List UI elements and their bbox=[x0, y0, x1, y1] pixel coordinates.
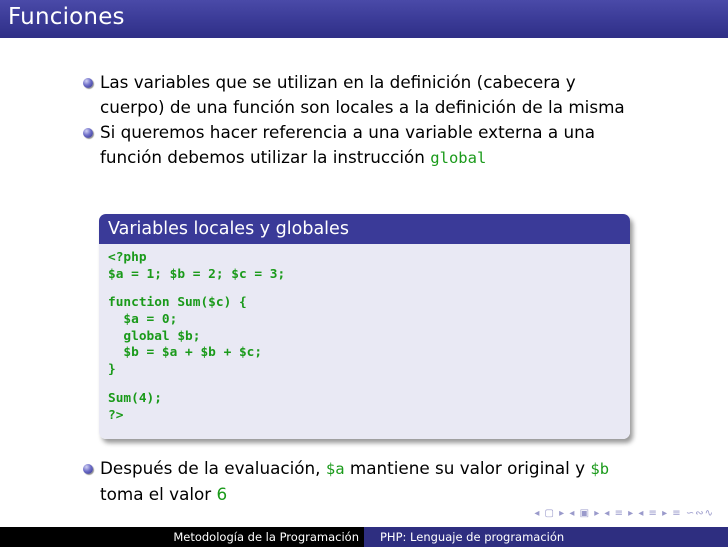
bullet-line: Si queremos hacer referencia a una variable externa a una bbox=[100, 122, 596, 142]
code-line: } bbox=[108, 362, 116, 378]
bullet-ball-icon bbox=[83, 78, 93, 88]
bullet-text bbox=[100, 456, 690, 507]
bullet-ball-icon bbox=[83, 128, 93, 138]
code-line: $b = $a + $b + $c; bbox=[108, 345, 263, 361]
bullet-item-2 bbox=[70, 120, 680, 171]
bullet-item-3 bbox=[70, 456, 690, 507]
footer-topic-title: PHP: Lenguaje de programación bbox=[364, 527, 728, 547]
bullet-line: cuerpo) de una función son locales a la definición de la misma bbox=[100, 97, 625, 117]
bullet-item-1 bbox=[70, 70, 680, 120]
bullet-text bbox=[100, 120, 680, 171]
beamer-navigation-icons[interactable]: ◂ ▢ ▸ ◂ ▣ ▸ ◂ ≡ ▸ ◂ ≡ ▸ ≡ ∽∾∿ bbox=[534, 508, 714, 519]
footer-course-title: Metodología de la Programación bbox=[0, 527, 364, 547]
code-block-body bbox=[99, 244, 630, 439]
code-block bbox=[99, 214, 630, 439]
code-line: ?> bbox=[108, 407, 124, 423]
bullet-list bbox=[70, 70, 680, 171]
bullet-line: función debemos utilizar la instrucción bbox=[100, 147, 431, 167]
code-line: $a = 0; bbox=[108, 312, 178, 328]
bullet-line: mantiene su valor original y bbox=[344, 458, 591, 478]
code-blank-line bbox=[108, 379, 621, 391]
bullet-ball-icon bbox=[83, 464, 93, 474]
slide-footer bbox=[0, 527, 728, 547]
bullet-text bbox=[100, 70, 680, 120]
code-block-title: Variables locales y globales bbox=[99, 214, 630, 244]
bullet-line: Después de la evaluación, bbox=[100, 458, 326, 478]
bullet-line: toma el valor bbox=[100, 484, 217, 504]
slide-title-bar bbox=[0, 0, 728, 38]
code-line: $a = 1; $b = 2; $c = 3; bbox=[108, 266, 286, 282]
code-line: Sum(4); bbox=[108, 390, 162, 406]
code-line: <?php bbox=[108, 250, 147, 265]
bullet-item-3-content bbox=[70, 456, 690, 507]
slide-title: Funciones bbox=[8, 4, 125, 30]
code-line: global $b; bbox=[108, 328, 201, 344]
bullet-line: Las variables que se utilizan en la definición (cabecera y bbox=[100, 72, 576, 92]
inline-code-var-b: $b bbox=[590, 460, 610, 478]
inline-code-global: global bbox=[430, 149, 487, 167]
result-value: 6 bbox=[216, 484, 228, 504]
code-line: function Sum($c) { bbox=[108, 295, 247, 311]
code-blank-line bbox=[108, 283, 621, 295]
inline-code-var-a: $a bbox=[325, 460, 345, 478]
